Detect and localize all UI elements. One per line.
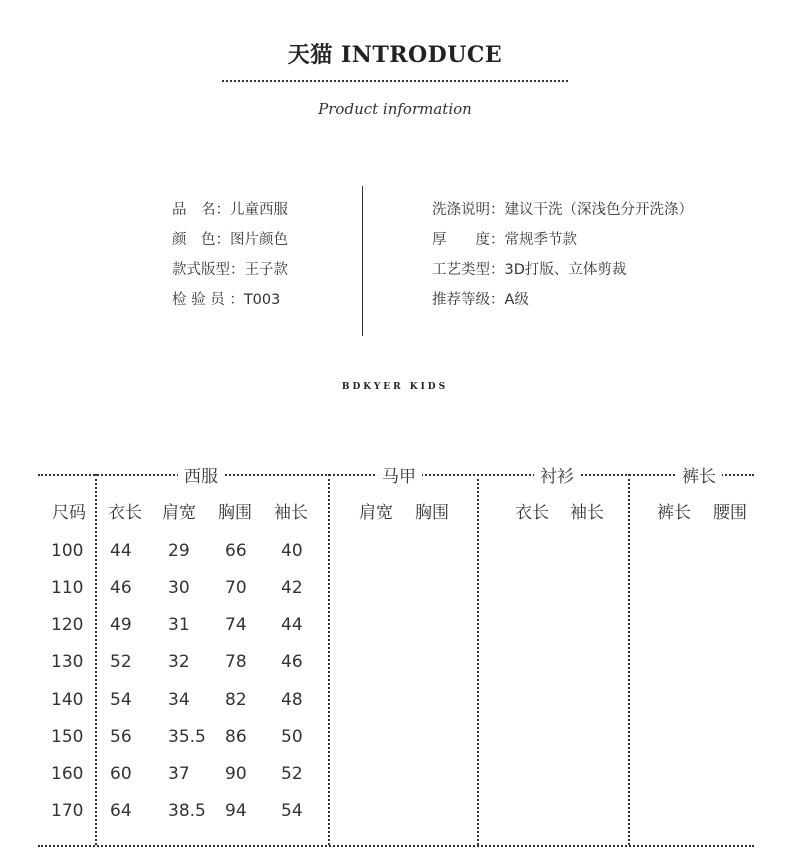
table-cell: 74 [225,615,247,635]
table-cell: 64 [110,801,132,821]
table-cell: 48 [281,690,303,710]
size-cell: 110 [51,578,84,598]
table-cell: 60 [110,764,132,784]
table-cell: 46 [281,652,303,672]
info-label: 工艺类型： [432,262,505,278]
table-cell: 90 [225,764,247,784]
table-column-rule [628,474,630,845]
table-cell: 37 [168,764,190,784]
table-column-rule [95,474,97,845]
group-header-shirt: 衬衫 [534,462,580,487]
table-cell: 38.5 [168,801,206,821]
info-value: 王子款 [244,262,288,278]
info-value: 儿童西服 [230,202,288,218]
table-cell: 54 [110,690,132,710]
col-header: 袖长 [570,503,604,523]
info-label: 推荐等级： [432,292,505,308]
table-cell: 94 [225,801,247,821]
title-divider [222,80,568,82]
table-column-rule [477,474,479,845]
info-divider [362,186,363,336]
col-header: 肩宽 [359,503,393,523]
col-header: 胸围 [218,503,252,523]
info-label: 检 验 员 ： [172,292,244,308]
page-title: 天猫 INTRODUCE [287,42,503,68]
col-header: 裤长 [657,503,691,523]
col-header: 衣长 [515,503,549,523]
info-value: 图片颜色 [230,232,288,248]
table-cell: 44 [110,541,132,561]
table-cell: 29 [168,541,190,561]
info-right-row [432,228,577,249]
info-value: 3D打版、立体剪裁 [504,262,627,278]
col-header: 衣长 [108,503,142,523]
table-cell: 52 [110,652,132,672]
info-right-row [432,258,626,279]
info-label: 洗涤说明： [432,202,505,218]
info-value: T003 [243,292,281,308]
table-cell: 49 [110,615,132,635]
table-cell: 86 [225,727,247,747]
table-cell: 40 [281,541,303,561]
table-cell: 54 [281,801,303,821]
info-right-row [432,198,693,219]
group-header-suit: 西服 [178,462,224,487]
size-cell: 130 [51,652,84,672]
info-left-row [172,198,288,219]
table-cell: 66 [225,541,247,561]
table-cell: 52 [281,764,303,784]
info-left-row [172,228,288,249]
info-right-row [432,288,529,309]
col-header: 胸围 [415,503,449,523]
group-header-pants: 裤长 [676,462,722,487]
col-header-size: 尺码 [52,503,86,523]
info-label: 品 名： [172,202,230,218]
info-label: 颜 色： [172,232,230,248]
info-value: 常规季节款 [504,232,577,248]
table-cell: 42 [281,578,303,598]
table-cell: 56 [110,727,132,747]
brand-label: BDKYER KIDS [341,382,449,392]
size-cell: 170 [51,801,84,821]
table-cell: 44 [281,615,303,635]
table-cell: 70 [225,578,247,598]
table-cell: 31 [168,615,190,635]
size-cell: 120 [51,615,84,635]
table-cell: 50 [281,727,303,747]
info-left-row [172,258,288,279]
page-subtitle: Product information [318,100,472,118]
info-left-row [172,288,280,309]
table-bottom-rule [38,845,754,847]
table-cell: 46 [110,578,132,598]
info-label: 厚 度： [432,232,505,248]
size-cell: 140 [51,690,84,710]
size-cell: 150 [51,727,84,747]
table-cell: 34 [168,690,190,710]
size-cell: 160 [51,764,84,784]
col-header: 肩宽 [162,503,196,523]
info-value: 建议干洗（深浅色分开洗涤） [504,202,693,218]
table-cell: 35.5 [168,727,206,747]
table-cell: 32 [168,652,190,672]
size-cell: 100 [51,541,84,561]
info-value: A级 [504,292,529,308]
info-label: 款式版型： [172,262,245,278]
table-column-rule [328,474,330,845]
group-header-vest: 马甲 [376,462,422,487]
table-cell: 82 [225,690,247,710]
table-cell: 78 [225,652,247,672]
col-header: 袖长 [274,503,308,523]
table-cell: 30 [168,578,190,598]
col-header: 腰围 [713,503,747,523]
